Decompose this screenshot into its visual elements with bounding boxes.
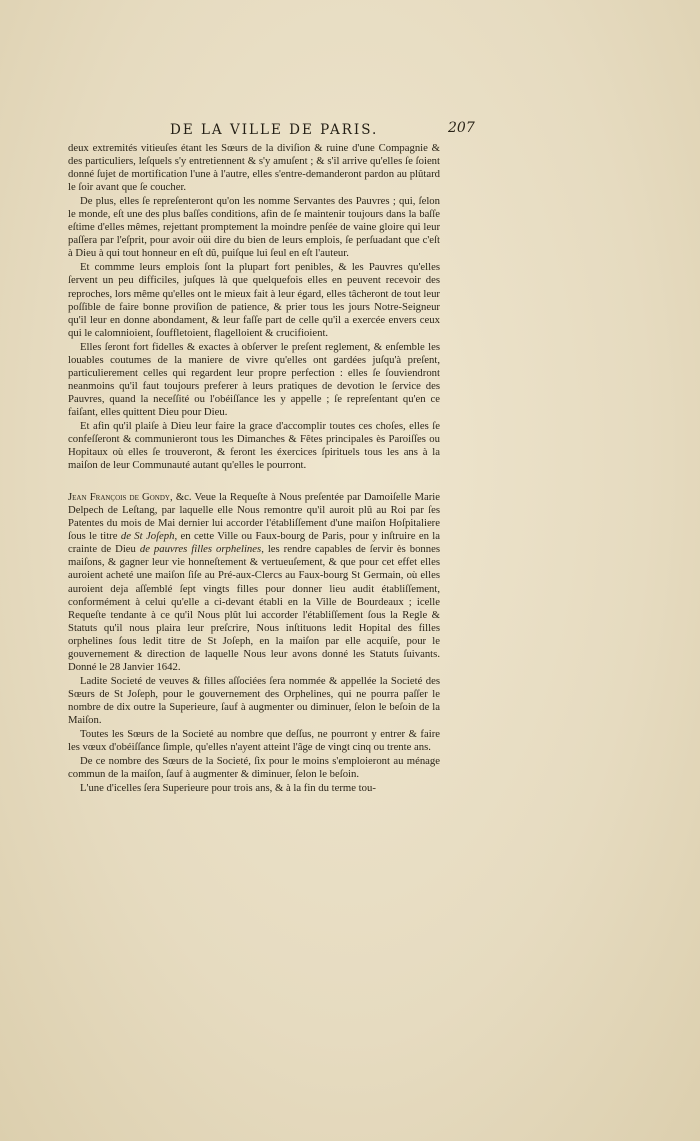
paragraph: L'une d'icelles ſera Superieure pour trois ans, & à la fin du terme tou-	[80, 782, 376, 795]
paragraph: Et afin qu'il plaiſe à Dieu leur faire la grace d'accomplir toutes ces choſes, elles ſe confeſſeront & communieront tous les Dimanches & Fêtes principales ès Paroiſſes ou Hopitaux où elles ſe trouveront, & feront les éxercices ſpirituels tous les ans à la maiſon de leur Communauté autant qu'elles le pourront.	[68, 419, 440, 472]
paragraph: Toutes les Sœurs de la Societé au nombre que deſſus, ne pourront y entrer & faire les vœux d'obéiſſance ſimple, qu'elles n'ayent atteint l'âge de vingt cinq ou trente ans.	[68, 728, 440, 754]
paragraph: De plus, elles ſe repreſenteront qu'on les nomme Servantes des Pauvres ; qui, ſelon le monde, eſt une des plus baſſes conditions, afin de ſe maintenir toujours dans la baſſe eſtime d'elles mêmes, rejettant promptement la moindre penſée de vaine gloire qui leur paſſera par l'eſprit, pour avoir oüi dire du bien de leurs emplois, ſe perſuadant que c'eſt à Dieu à qui tout honneur en eſt dû, puiſque lui ſeul en eſt l'auteur.	[68, 195, 440, 260]
decree-text: , en cette Ville ou Faux-bourg de Paris, pour y inſtruire en la crainte de Dieu	[68, 530, 440, 556]
page-number: 207	[448, 120, 475, 136]
paragraph: Ladite Societé de veuves & filles aſſociées ſera nommée & appellée la Societé des Sœurs de St Joſeph, pour le gouvernement des Orphelines, qui ne pourra paſſer le nombre de dix outre la Superieure, ſauf à augmenter ou diminuer, ſelon le beſoin de la Maiſon.	[68, 674, 440, 726]
body-text	[68, 142, 440, 796]
page-header	[170, 122, 690, 144]
paragraph: Elles ſeront fort fidelles & exactes à obſerver le preſent reglement, & enſemble les louables coutumes de la maniere de vivre qu'elles ont gardées juſqu'à preſent, particulierement celles qui regardent leur propre perfection : elles ſe ſouviendront neanmoins qu'il faut toujours preferer à leurs pratiques de devotion le ſervice des Pauvres, quand la neceſſité ou l'obéiſſance les y appelle ; ſe repreſentant qu'en ce faiſant, elles quittent Dieu pour Dieu.	[68, 340, 440, 418]
decree-orphans-italic: de pauvres filles orphelines	[139, 543, 262, 556]
paragraph: deux extremités vitieuſes étant les Sœurs de la diviſion & ruine d'une Compagnie & des particuliers, leſquels s'y entretiennent & s'y amuſent ; & s'il arrive qu'elles ſe ſoient donné ſujet de mortification l'une à l'autre, elles s'entre-demanderont pardon au plûtard le ſoir avant que ſe coucher.	[68, 142, 440, 194]
decree-paragraph	[68, 491, 440, 674]
paragraph: De ce nombre des Sœurs de la Societé, ſix pour le moins s'emploieront au ménage commun de la maiſon, ſauf à augmenter & diminuer, ſelon le beſoin.	[68, 755, 440, 781]
decree-text: , &c. Veue la Requeſte à Nous preſentée par Damoiſelle Marie Delpech de Leſtang, par laquelle elle Nous remontre qu'il auroit plû au Roi par ſes Patentes du mois de Mai dernier lui accorder l'établiſſement d'une maiſon Hoſpitaliere ſous le titre	[68, 491, 440, 543]
running-head: DE LA VILLE DE PARIS.	[170, 122, 379, 138]
decree-author: Jean François de Gondy	[68, 491, 170, 504]
decree-text: , les rendre capables de ſervir ès bonnes maiſons, & gagner leur vie honneſtement & vertueuſement, & que pour cet effet elles auroient acheté une maiſon ſiſe au Pré-aux-Clercs au Faux-bourg St Germain, où elles auroient deja aſſemblé ſept vingts filles pour donner lieu audit établiſſement, conformément à celui qu'elle a ci-devant établi en la Ville de Bourdeaux ; icelle Requeſte tendante à ce qu'il Nous plût lui accorder l'établiſſement ſous la Regle & Statuts qu'il nous plaira leur preſcrire, Nous inſtituons ledit Hopital des filles orphelines ſous ledit titre de St Joſeph, en la maiſon par elle acquiſe, pour le gouvernement & direction de laquelle Nous leur avons donné les Statuts ſuivants. Donné le 28 Janvier 1642.	[68, 543, 440, 673]
section-gap	[68, 473, 440, 491]
decree-title-italic: de St Joſeph	[120, 530, 175, 543]
paragraph: Et commme leurs emplois ſont la plupart fort penibles, & les Pauvres qu'elles ſervent un peu difficiles, juſques là que quelquefois elles en peuvent recevoir des reproches, lors même qu'elles ont le mieux fait à leur égard, elles tâcheront de tout leur poſſible de faire bonne proviſion de patience, & prier tous les jours Notre-Seigneur qu'il leur en donne abondament, & leur faſſe part de celle qu'il a exercée envers ceux qui le calomnioient, ſouffletoient, flagelloient & crucifioient.	[68, 261, 440, 339]
